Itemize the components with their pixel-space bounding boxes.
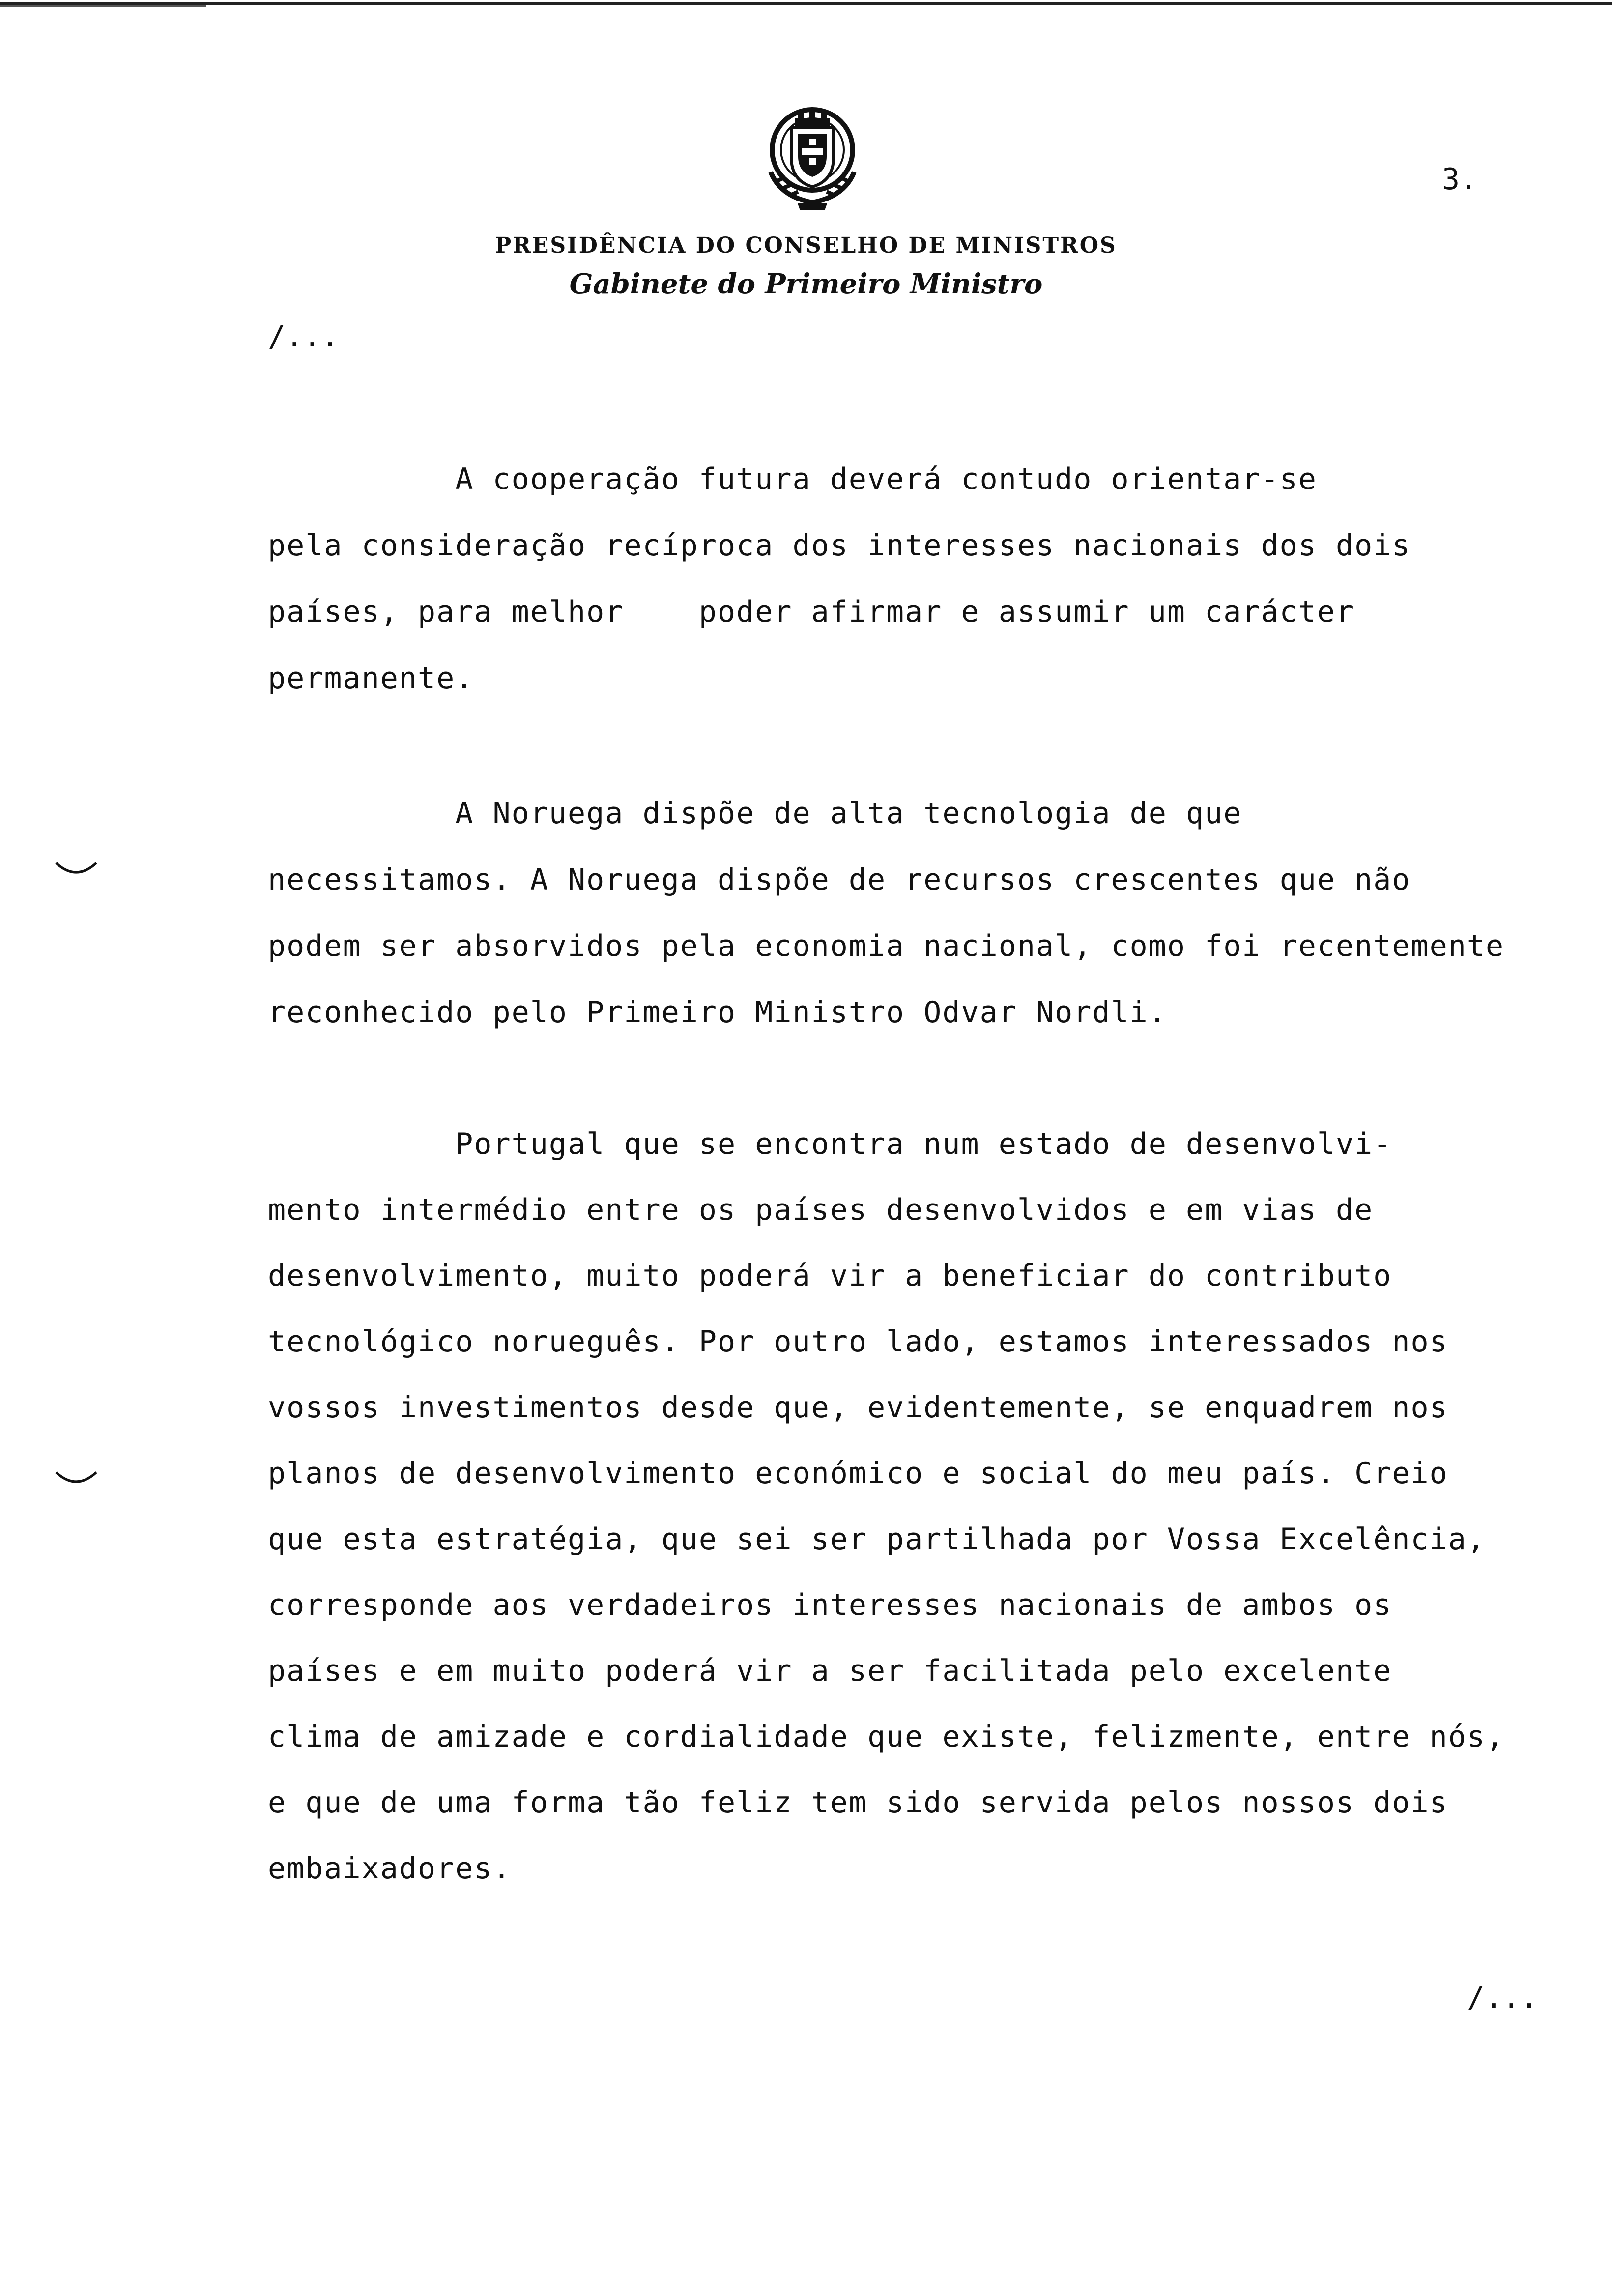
paragraph-1-line-4: permanente. — [268, 661, 474, 695]
letterhead-institution: PRESIDÊNCIA DO CONSELHO DE MINISTROS — [495, 233, 1117, 258]
paragraph-3-line-9: países e em muito poderá vir a ser facilitada pelo excelente — [268, 1654, 1392, 1688]
paragraph-3-line-3: desenvolvimento, muito poderá vir a beneficiar do contributo — [268, 1259, 1392, 1293]
paragraph-3-line-5: vossos investimentos desde que, evidentemente, se enquadrem nos — [268, 1390, 1448, 1425]
paragraph-2-line-3: podem ser absorvidos pela economia nacional, como foi recentemente — [268, 929, 1505, 963]
paragraph-2-line-1: A Noruega dispõe de alta tecnologia de que — [268, 796, 1242, 831]
punch-hole-mark-icon — [54, 1469, 98, 1489]
paragraph-3-line-8: corresponde aos verdadeiros interesses nacionais de ambos os — [268, 1588, 1392, 1622]
paragraph-2-line-4: reconhecido pelo Primeiro Ministro Odvar Nordli. — [268, 995, 1167, 1030]
paragraph-1-line-3: países, para melhor poder afirmar e assumir um carácter — [268, 595, 1355, 629]
top-border-rule — [0, 2, 1612, 5]
paragraph-3-line-6: planos de desenvolvimento económico e social do meu país. Creio — [268, 1456, 1448, 1491]
paragraph-3-line-10: clima de amizade e cordialidade que existe, felizmente, entre nós, — [268, 1720, 1505, 1754]
letterhead-office: Gabinete do Primeiro Ministro — [569, 268, 1043, 300]
paragraph-3-line-1: Portugal que se encontra num estado de desenvolvi- — [268, 1127, 1392, 1161]
continuation-marker-bottom: /... — [1467, 1980, 1538, 2015]
top-border-shadow — [0, 5, 206, 7]
paragraph-3-line-4: tecnológico norueguês. Por outro lado, estamos interessados nos — [268, 1324, 1448, 1359]
paragraph-1-line-2: pela consideração recíproca dos interesses nacionais dos dois — [268, 528, 1411, 563]
continuation-marker-top: /... — [268, 319, 339, 354]
paragraph-3-line-2: mento intermédio entre os países desenvolvidos e em vias de — [268, 1193, 1374, 1227]
paragraph-3-line-7: que esta estratégia, que sei ser partilhada por Vossa Excelência, — [268, 1522, 1486, 1556]
paragraph-2-line-2: necessitamos. A Noruega dispõe de recursos crescentes que não — [268, 862, 1411, 897]
coat-of-arms-icon — [751, 98, 874, 216]
punch-hole-mark-icon — [54, 860, 98, 880]
page-number: 3. — [1442, 162, 1478, 197]
paragraph-1-line-1: A cooperação futura deverá contudo orientar-se — [268, 462, 1317, 496]
paragraph-3-line-12: embaixadores. — [268, 1851, 512, 1886]
paragraph-3-line-11: e que de uma forma tão feliz tem sido servida pelos nossos dois — [268, 1785, 1448, 1820]
